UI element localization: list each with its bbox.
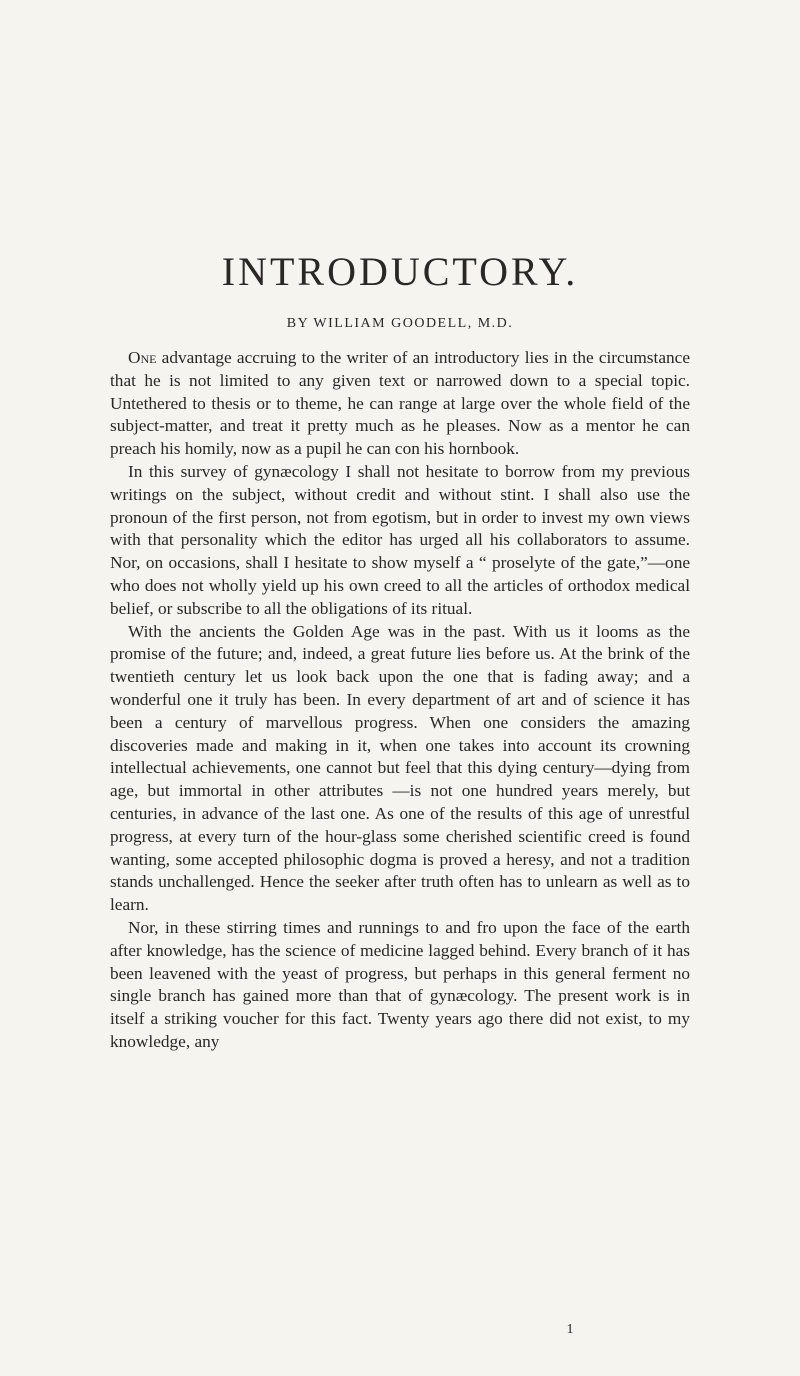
paragraph-4: Nor, in these stirring times and runnings to and fro upon the face of the earth after knowledge, has the science of medicine lagged behind. Every branch of it has been leavened with the yeast of progress, but perhaps in this general ferment no single branch has gained more than that of gynæcology. The present work is in itself a striking voucher for this fact. Twenty years ago there did not exist, to my knowledge, any [110,917,690,1051]
drop-lead-word: One [128,348,157,367]
paragraph-1: One advantage accruing to the writer of an introductory lies in the circumstance that he is not limited to any given text or narrowed down to a special topic. Untethered to thesis or to theme, he can range at large over the whole field of the subject-matter, and treat it pretty much as he pleases. Now as a mentor he can preach his homily, now as a pupil he can con his hornbook. [110,348,690,459]
paragraph-2: In this survey of gynæcology I shall not hesitate to borrow from my previous writings on the subject, without credit and without stint. I shall also use the pronoun of the first person, not from egotism, but in order to invest my own views with that personality which the editor has urged all his collaborators to assume. Nor, on occasions, shall I hesitate to show myself a “ proselyte of the gate,”—one who does not wholly yield up his own creed to all the articles of orthodox medical belief, or subscribe to all the obligations of its ritual. [110,461,690,618]
page-number: 1 [566,1322,574,1337]
body-text [110,347,690,1054]
paragraph-3: With the ancients the Golden Age was in the past. With us it looms as the promise of the future; and, indeed, a great future lies before us. At the brink of the twentieth century let us look back upon the one that is fading away; and a wonderful one it truly has been. In every department of art and of science it has been a century of marvellous progress. When one considers the amazing discoveries made and making in it, when one takes into account its crowning intellectual achievements, one cannot but feel that this dying century—dying from age, but immortal in other attributes —is not one hundred years merely, but centuries, in advance of the last one. As one of the results of this age of unrestful progress, at every turn of the hour-glass some cherished scientific creed is found wanting, some accepted philosophic dogma is proved a heresy, and not a tradition stands unchallenged. Hence the seeker after truth often has to unlearn as well as to learn. [110,621,690,915]
author-byline: BY WILLIAM GOODELL, M.D. [286,316,514,331]
chapter-title: INTRODUCTORY. [221,249,579,294]
